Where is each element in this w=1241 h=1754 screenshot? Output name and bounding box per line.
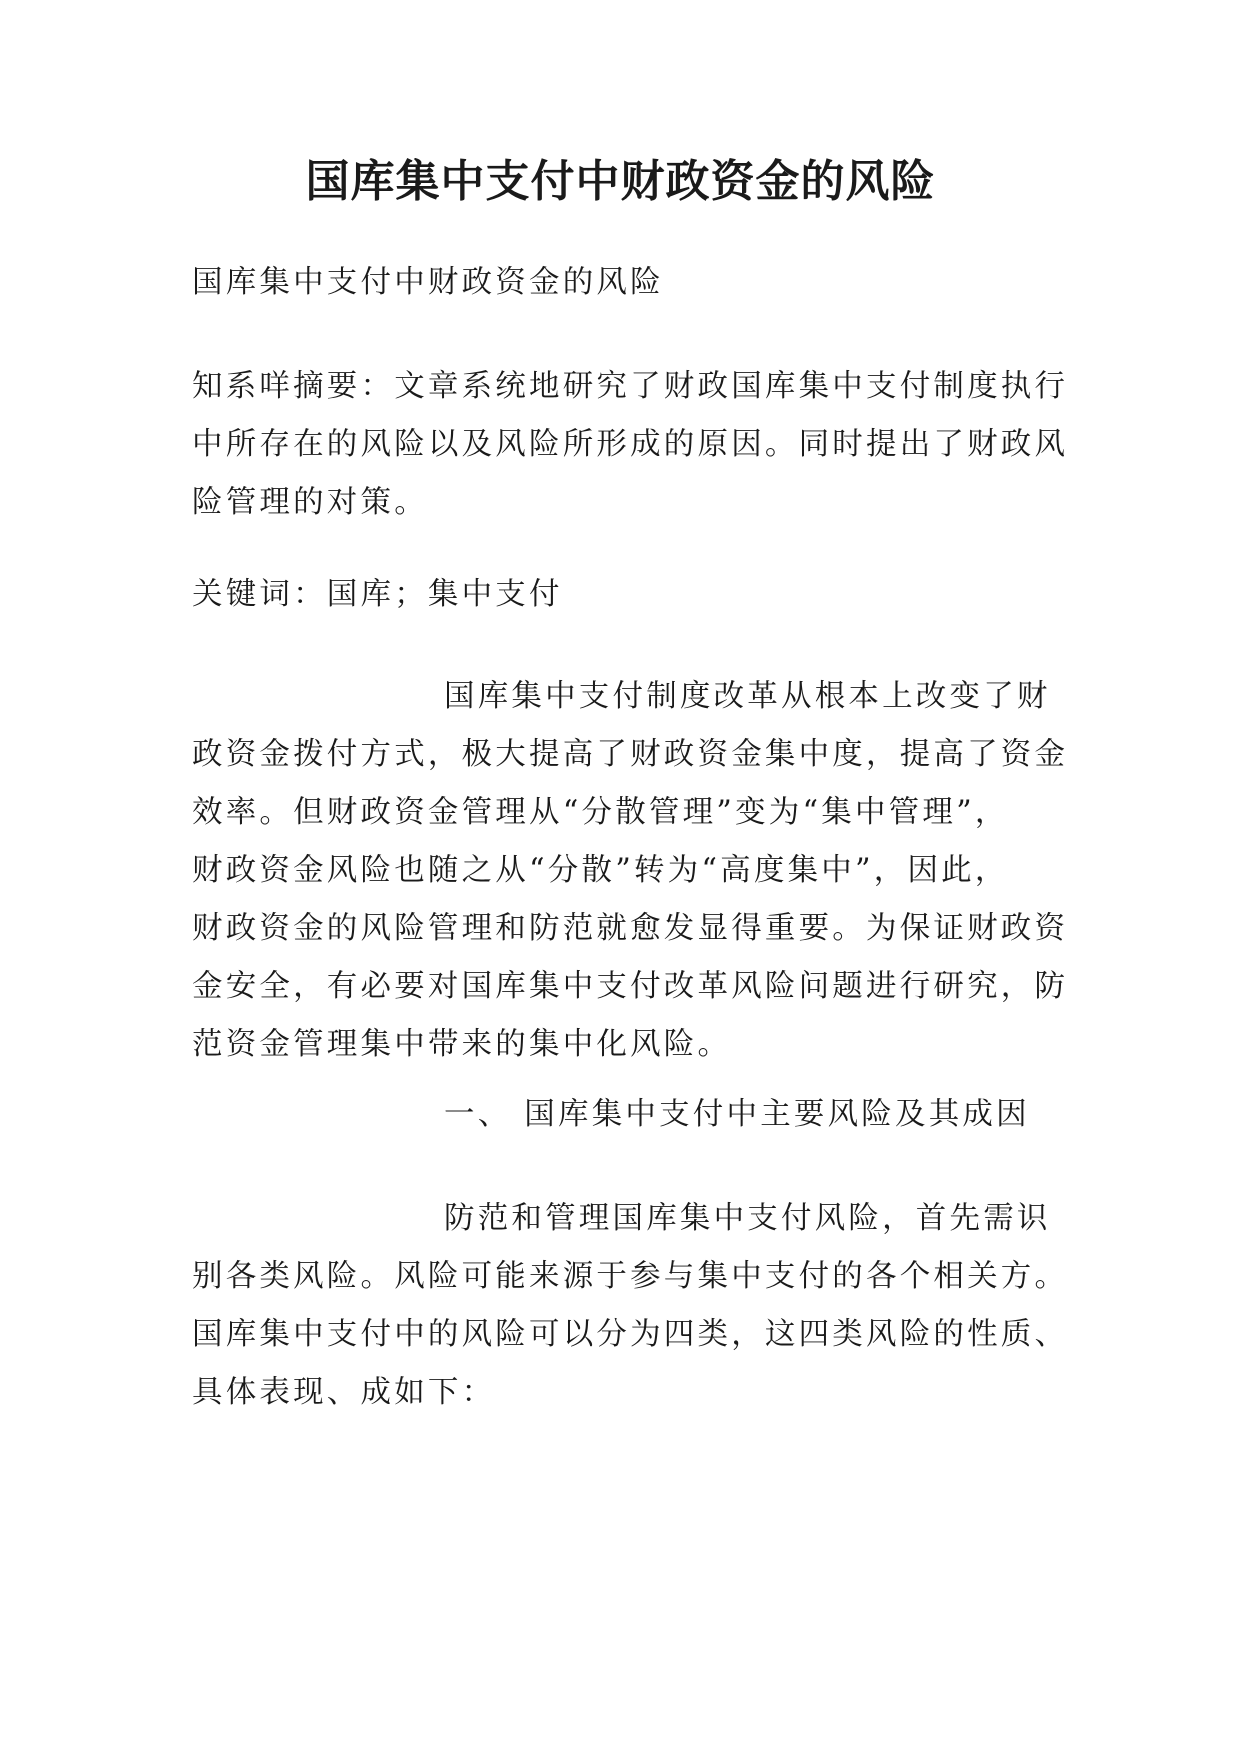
paragraph-line: 金安全，有必要对国库集中支付改革风险问题进行研究，防 [192, 969, 1069, 1004]
paragraph-line: 财政资金风险也随之从“分散”转为“高度集中”，因此， [192, 853, 1009, 888]
paragraph-line: 政资金拨付方式，极大提高了财政资金集中度，提高了资金 [192, 737, 1069, 772]
body-paragraph-2 [192, 1190, 1069, 1422]
section-heading [192, 1086, 1052, 1144]
document-title: 国库集中支付中财政资金的风险 [305, 156, 936, 207]
abstract-line: 险管理的对策。 [192, 485, 428, 520]
subtitle-line: 国库集中支付中财政资金的风险 [192, 265, 664, 300]
paragraph-line: 国库集中支付中的风险可以分为四类，这四类风险的性质、 [192, 1317, 1069, 1352]
abstract-line: 中所存在的风险以及风险所形成的原因。同时提出了财政风 [192, 427, 1069, 462]
document-subtitle [192, 254, 1052, 312]
keywords-line [192, 566, 1052, 624]
keywords-text: 关键词：国库；集中支付 [192, 577, 563, 612]
paragraph-line: 国库集中支付制度改革从根本上改变了财 [444, 679, 1051, 714]
body-paragraph-1 [192, 668, 1069, 1074]
abstract-paragraph [192, 358, 1069, 532]
paragraph-line: 财政资金的风险管理和防范就愈发显得重要。为保证财政资 [192, 911, 1069, 946]
paragraph-line: 防范和管理国库集中支付风险，首先需识 [444, 1201, 1051, 1236]
section-heading-text: 一、 国库集中支付中主要风险及其成因 [444, 1097, 1030, 1132]
paragraph-line: 具体表现、成如下： [192, 1375, 496, 1410]
paragraph-line: 范资金管理集中带来的集中化风险。 [192, 1027, 732, 1062]
paragraph-line: 别各类风险。风险可能来源于参与集中支付的各个相关方。 [192, 1259, 1069, 1294]
paragraph-line: 效率。但财政资金管理从“分散管理”变为“集中管理”， [192, 795, 1009, 830]
abstract-line: 知系咩摘要：文章系统地研究了财政国库集中支付制度执行 [192, 369, 1069, 404]
